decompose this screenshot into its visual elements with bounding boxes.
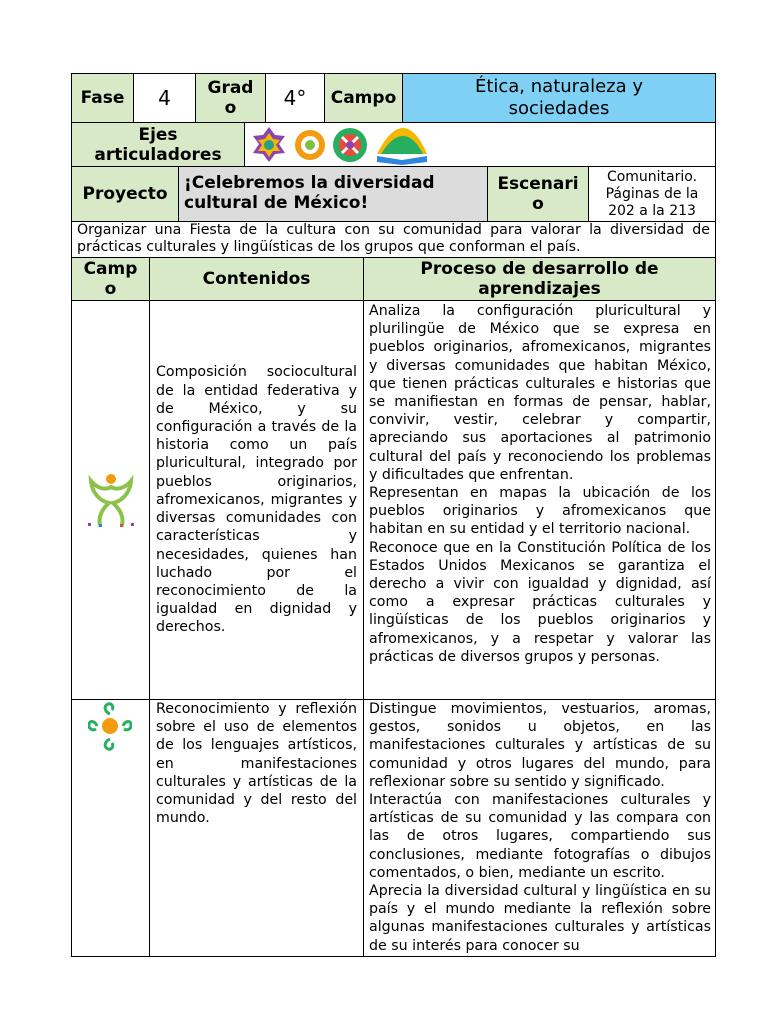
arts-flower-icon xyxy=(88,702,132,752)
proceso-paragraph: Analiza la configuración pluricultural y plurilingüe de México que se expresa en pueblos originarios, afromexicanos, migrantes y diversas comunidades que habitan México, que tienen prácticas culturales e historias que se manifiestan en formas de pensar, hablar, convivir, vestir, celebrar y compartir, apreciando sus aportaciones al patrimonio cultural del país y reconociendo los problemas y dificultades que enfrentan. xyxy=(369,303,711,483)
grado-value: 4° xyxy=(265,73,325,123)
campo-label: Campo xyxy=(324,73,403,123)
fase-value: 4 xyxy=(133,73,196,123)
grado-label: Grad o xyxy=(195,73,266,123)
critical-thinking-icon xyxy=(295,130,325,160)
contenido-text: Composición sociocultural de la entidad federativa y de México, y su configuración a través de la historia como un país pluricultural, integrado por pueblos originarios, afromexicanos, migrantes y diversas comunidades con características y necesidades, quienes han luchado por el reconocimiento de la igualdad en dignidad y derechos. xyxy=(156,364,357,636)
escenario-value: Comunitario. Páginas de la 202 a la 213 xyxy=(588,166,716,222)
fase-label: Fase xyxy=(71,73,134,123)
interculturality-icon xyxy=(333,128,367,162)
proceso-paragraph: Distingue movimientos, vestuarios, aromas, gestos, sonidos u objetos, en las manifestaciones culturales y artísticas de su comunidad y otros lugares del mundo, para reflexionar sobre su sentido y significado. xyxy=(369,701,711,790)
column-header-contenidos: Contenidos xyxy=(149,257,364,301)
campo-cell xyxy=(71,699,150,957)
contenido-text: Reconocimiento y reflexión sobre el uso de elementos de los lenguajes artísticos, en manifestaciones culturales y artísticas de la comunidad y del resto del mundo. xyxy=(156,701,357,827)
column-header-proceso: Proceso de desarrollo de aprendizajes xyxy=(363,257,716,301)
contenido-cell xyxy=(149,699,364,957)
contenido-cell xyxy=(149,300,364,700)
proceso-cell xyxy=(363,699,716,957)
inclusion-icon xyxy=(253,127,285,162)
campo-cell xyxy=(71,300,150,700)
proceso-paragraph: Aprecia la diversidad cultural y lingüística en su país y el mundo mediante la reflexión sobre algunas manifestaciones culturales y artísticas de su interés para conocer su xyxy=(369,883,711,954)
proyecto-value: ¡Celebremos la diversidad cultural de México! xyxy=(178,166,488,222)
ejes-label: Ejes articuladores xyxy=(71,122,245,167)
proceso-paragraph: Interactúa con manifestaciones culturales y artísticas de su comunidad y las compara con las de otros lugares, compartiendo sus conclusiones, mediante fotografías o dibujos comentados, o bien, mediante un escrito. xyxy=(369,792,711,881)
column-header-campo: Camp o xyxy=(71,257,150,301)
project-objective: Organizar una Fiesta de la cultura con su comunidad para valorar la diversidad de prácticas culturales y lingüísticas de los grupos que conforman el país. xyxy=(71,221,716,258)
proceso-paragraph: Reconoce que en la Constitución Política de los Estados Unidos Mexicanos se garantiza el derecho a vivir con igualdad y dignidad, así como a expresar prácticas culturales y lingüísticas de los pueblos originarios y afromexicanos, y a respetar y valorar las prácticas de diversos grupos y personas. xyxy=(369,539,711,665)
proyecto-label: Proyecto xyxy=(71,166,179,222)
proceso-cell xyxy=(363,300,716,700)
campo-value: Ética, naturaleza y sociedades xyxy=(402,73,716,123)
ejes-icons xyxy=(244,122,716,167)
ethics-person-icon xyxy=(86,473,136,529)
reading-icon xyxy=(377,128,427,165)
proceso-paragraph: Representan en mapas la ubicación de los pueblos originarios y afromexicanos que habitan en su entidad y el territorio nacional. xyxy=(369,485,711,538)
escenario-label: Escenari o xyxy=(487,166,589,222)
